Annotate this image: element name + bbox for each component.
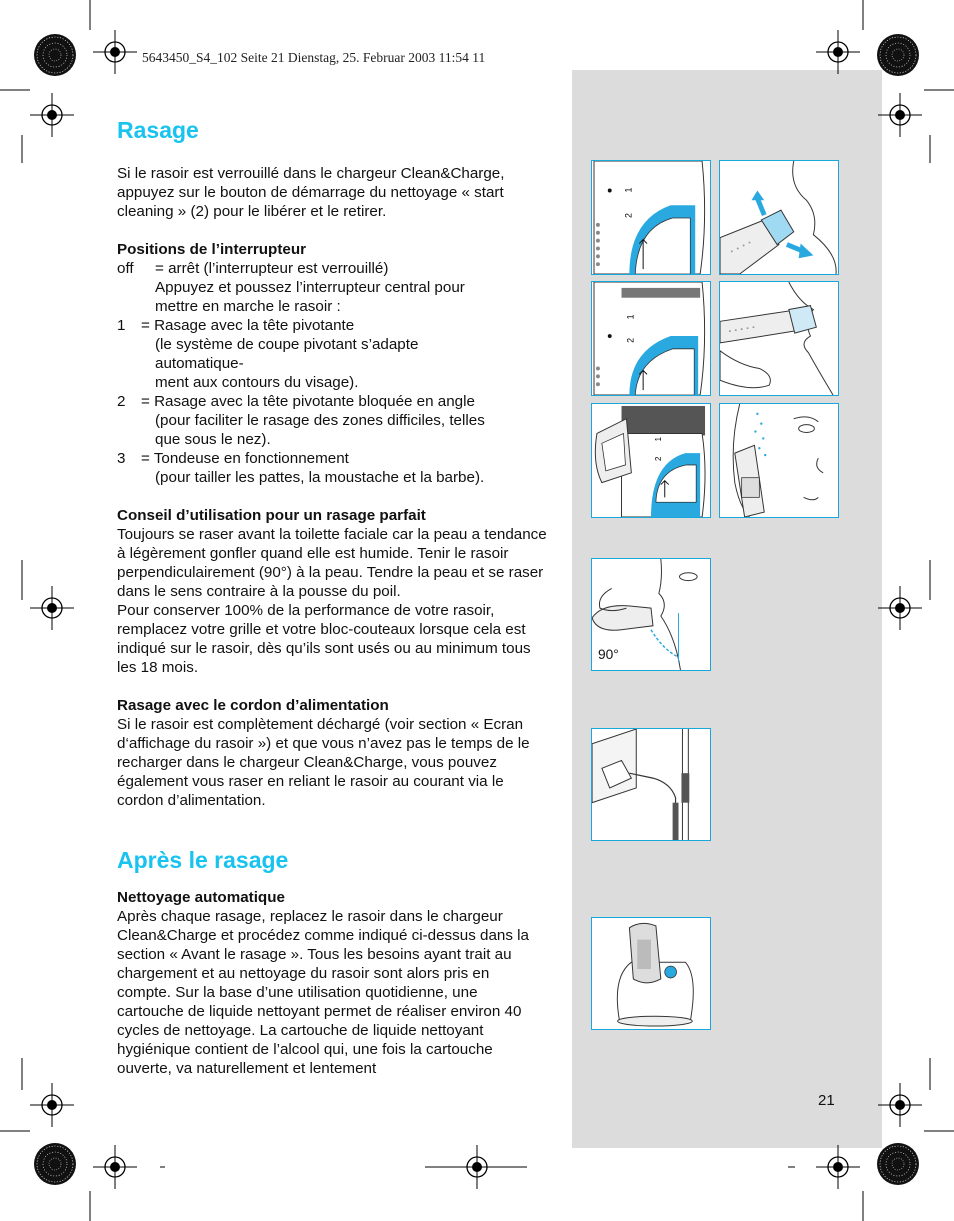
illustration-trimmer-switch [591, 403, 711, 518]
section-title-apres-rasage: Après le rasage [117, 847, 289, 873]
registration-target-icon [30, 586, 74, 630]
registration-target-icon [878, 1083, 922, 1127]
position-text: Appuyez et poussez l’interrupteur central pour [155, 279, 465, 296]
illustration-pivot-head [719, 160, 839, 275]
position-text: = Rasage avec la tête pivotante [141, 317, 355, 334]
position-text: que sous le nez). [155, 431, 271, 448]
position-text: (pour faciliter le rasage des zones difficiles, telles [155, 412, 485, 429]
illustration-power-cord [591, 728, 711, 841]
cleaning-heading: Nettoyage automatique [117, 889, 285, 906]
registration-target-icon [878, 93, 922, 137]
registration-star-icon [877, 34, 919, 76]
cord-paragraph: Si le rasoir est complètement déchargé (voir section « Ecran d‘affichage du rasoir ») et que vous n’avez pas le temps de le recharger dans le chargeur Clean&Charge, vous pouvez également vous raser en reliant le rasoir au courant via le cordon d’alimentation. [117, 716, 530, 809]
tips-paragraph-2: Pour conserver 100% de la performance de votre rasoir, remplacez votre grille et votre bloc-couteaux lorsque cela est indiqué sur le rasoir, dès qu’ils sont usés ou au minimum tous les 18 mois. [117, 602, 531, 676]
position-off [117, 259, 547, 316]
position-text: mettre en marche le rasoir : [155, 298, 341, 315]
registration-target-icon [816, 1145, 860, 1189]
position-text: (pour tailler les pattes, la moustache et la barbe). [155, 469, 485, 486]
cord-heading: Rasage avec le cordon d’alimentation [117, 697, 389, 714]
tips-heading: Conseil d’utilisation pour un rasage parfait [117, 507, 426, 524]
position-3 [117, 449, 547, 487]
position-key: 1 [117, 317, 126, 334]
illustration-shave-under-nose [719, 281, 839, 396]
cleaning-paragraph: Après chaque rasage, replacez le rasoir dans le chargeur Clean&Charge et procédez comme indiqué ci-dessus dans la section « Avant le rasage ». Tous les besoins ayant trait au chargement et au nettoyage du rasoir sont alors pris en compte. Sur la base d’une utilisation quotidienne, une cartouche de liquide nettoyant permet de réaliser environ 40 cycles de nettoyage. La cartouche de liquide nettoyant hygiénique contient de l’alcool qui, une fois la cartouche ouverte, va naturellement et lentement [117, 908, 529, 1077]
position-1 [117, 316, 547, 392]
position-text: = Rasage avec la tête pivotante bloquée en angle [141, 393, 475, 410]
angle-label: 90° [597, 647, 619, 663]
position-text: = arrêt (l’interrupteur est verrouillé) [155, 260, 389, 277]
position-key: off [117, 260, 134, 277]
position-text: = Tondeuse en fonctionnement [141, 450, 349, 467]
intro-paragraph: Si le rasoir est verrouillé dans le chargeur Clean&Charge, appuyez sur le bouton de démarrage du nettoyage « start cleaning » (2) pour le libérer et le retirer. [117, 165, 505, 220]
positions-heading: Positions de l’interrupteur [117, 241, 307, 258]
illustration-switch-1 [591, 281, 711, 396]
positions-list [117, 259, 547, 487]
section-title-rasage: Rasage [117, 117, 199, 143]
page-number: 21 [818, 1092, 835, 1109]
tips-paragraph: Toujours se raser avant la toilette faciale car la peau a tendance à légèrement gonfler quand elle est humide. Tenir le rasoir perpendiculairement (90°) à la peau. Tendre la peau et se raser dans le sens contraire à la pousse du poil. [117, 526, 547, 600]
position-2 [117, 392, 547, 449]
illustration-angle-90 [591, 558, 711, 671]
svg-text:1: 1 [623, 187, 634, 193]
registration-star-icon [34, 34, 76, 76]
main-text-column [117, 117, 547, 1078]
registration-target-icon [30, 93, 74, 137]
print-slug-line: 5643450_S4_102 Seite 21 Dienstag, 25. Februar 2003 11:54 11 [142, 50, 486, 65]
illustration-trim-sideburns [719, 403, 839, 518]
registration-target-icon [816, 30, 860, 74]
position-key: 3 [117, 450, 126, 467]
registration-target-icon [878, 586, 922, 630]
position-text: ment aux contours du visage). [155, 374, 359, 391]
svg-text:1: 1 [653, 436, 663, 442]
position-key: 2 [117, 393, 126, 410]
illustration-charger-base [591, 917, 711, 1030]
registration-target-icon [93, 30, 137, 74]
position-text: (le système de coupe pivotant s’adapte [155, 336, 419, 353]
registration-target-icon [30, 1083, 74, 1127]
registration-star-icon [34, 1143, 76, 1185]
svg-text:2: 2 [623, 213, 634, 218]
registration-target-icon [93, 1145, 137, 1189]
svg-text:2: 2 [653, 456, 663, 461]
position-text: automatique- [155, 355, 244, 372]
registration-star-icon [877, 1143, 919, 1185]
illustration-switch-off [591, 160, 711, 275]
svg-text:1: 1 [625, 314, 636, 320]
svg-text:2: 2 [625, 337, 636, 343]
